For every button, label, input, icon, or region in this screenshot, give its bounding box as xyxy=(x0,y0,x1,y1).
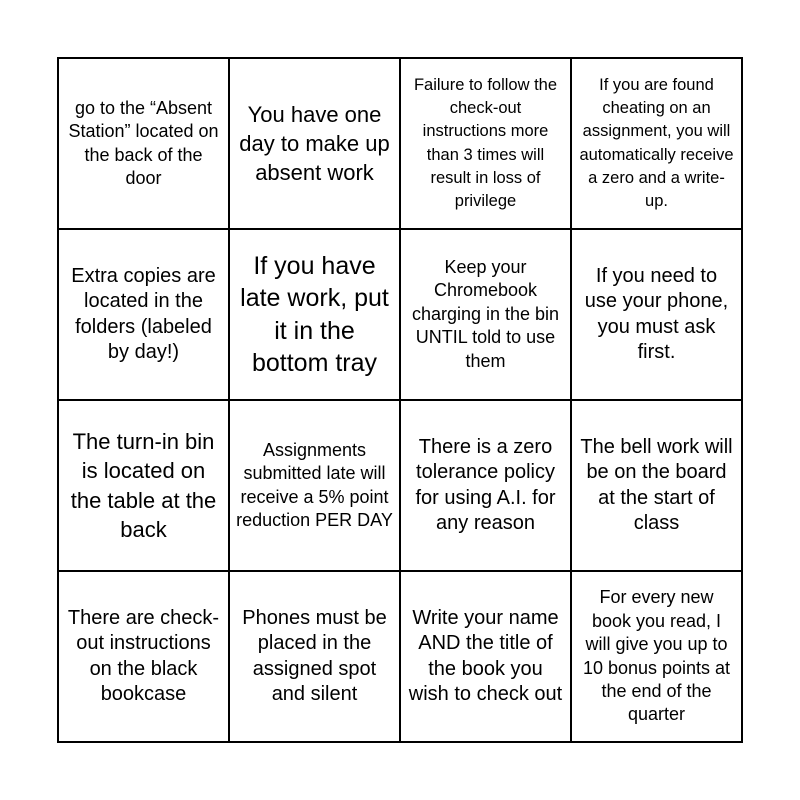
bingo-cell-text: Failure to follow the check-out instructions more than 3 times will result in loss of privilege xyxy=(413,76,558,210)
bingo-cell[interactable] xyxy=(229,400,400,571)
bingo-cell[interactable] xyxy=(58,229,229,400)
bingo-cell-text: Assignments submitted late will receive a 5% point reduction PER DAY xyxy=(236,439,393,530)
bingo-board xyxy=(57,57,743,743)
bingo-cell-text: There are check-out instructions on the black bookcase xyxy=(67,606,220,705)
bingo-cell-text: Phones must be placed in the assigned spot and silent xyxy=(242,606,387,705)
bingo-cell-text: Extra copies are located in the folders (labeled by day!) xyxy=(71,264,216,363)
bingo-cell[interactable] xyxy=(400,571,571,742)
bingo-cell-text: Keep your Chromebook charging in the bin UNTIL told to use them xyxy=(411,257,560,371)
bingo-cell-text: There is a zero tolerance policy for using A.I. for any reason xyxy=(415,435,556,534)
bingo-cell[interactable] xyxy=(58,571,229,742)
bingo-cell[interactable] xyxy=(229,229,400,400)
bingo-cell[interactable] xyxy=(571,229,742,400)
bingo-cell-text: You have one day to make up absent work xyxy=(239,101,390,186)
bingo-cell-text: go to the “Absent Station” located on the back of the door xyxy=(68,97,219,188)
bingo-cell[interactable] xyxy=(58,58,229,229)
bingo-cell[interactable] xyxy=(400,229,571,400)
bingo-cell[interactable] xyxy=(571,571,742,742)
bingo-cell[interactable] xyxy=(58,400,229,571)
bingo-cell[interactable] xyxy=(229,58,400,229)
bingo-cell-text: If you have late work, put it in the bottom tray xyxy=(240,251,389,377)
bingo-cell[interactable] xyxy=(571,58,742,229)
bingo-cell[interactable] xyxy=(571,400,742,571)
bingo-cell-text: If you need to use your phone, you must ask first. xyxy=(584,264,729,363)
bingo-cell[interactable] xyxy=(400,400,571,571)
bingo-cell-text: The bell work will be on the board at the start of class xyxy=(580,435,733,534)
bingo-cell[interactable] xyxy=(229,571,400,742)
bingo-cell-text: The turn-in bin is located on the table at the back xyxy=(70,429,217,542)
bingo-cell-text: Write your name AND the title of the book you wish to check out xyxy=(408,606,563,705)
bingo-cell[interactable] xyxy=(400,58,571,229)
bingo-cell-text: If you are found cheating on an assignment, you will automatically receive a zero and a write-up. xyxy=(579,76,734,210)
bingo-cell-text: For every new book you read, I will give you up to 10 bonus points at the end of the quarter xyxy=(582,587,731,725)
